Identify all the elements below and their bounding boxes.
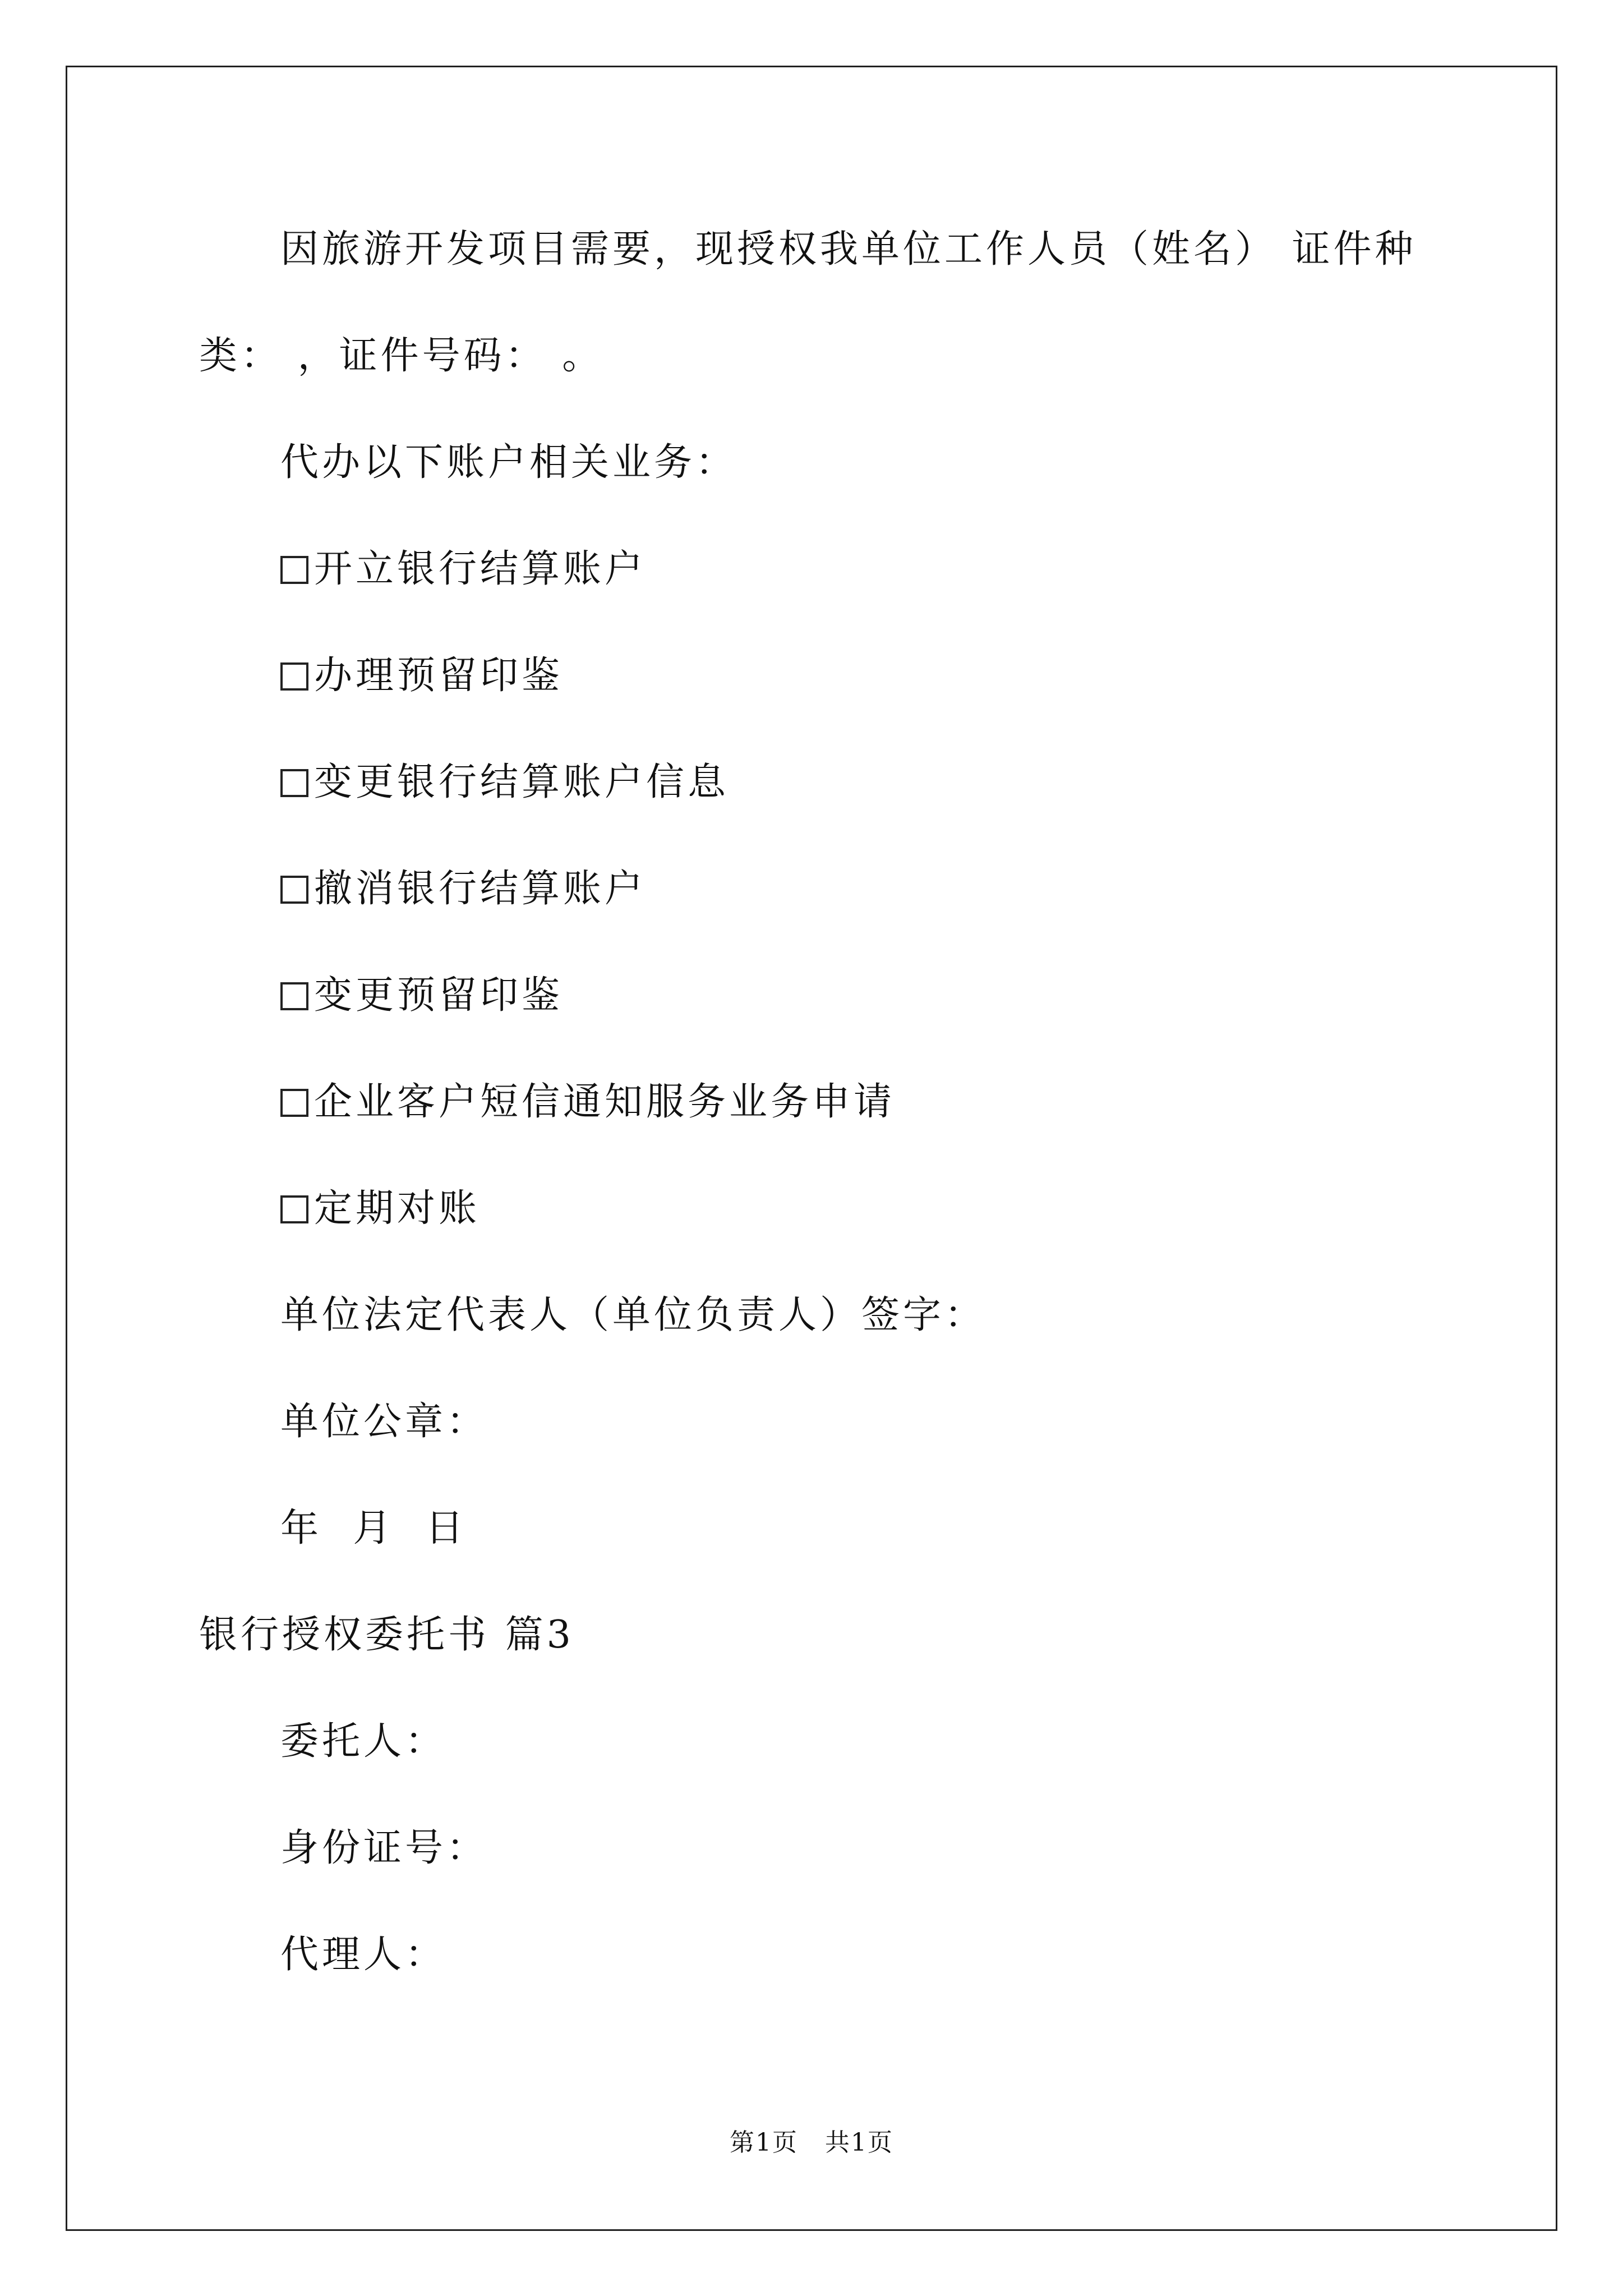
section-title: 银行授权委托书 篇3: [199, 1613, 574, 1657]
seal-line: 单位公章：: [280, 1400, 488, 1444]
option-label: 变更银行结算账户信息: [314, 760, 730, 804]
id-number-field: 身份证号：: [280, 1826, 488, 1870]
option-cancel-account[interactable]: [280, 867, 646, 912]
intro-text: 代办以下账户相关业务：: [280, 440, 737, 485]
agent-field: 代理人：: [280, 1932, 447, 1977]
option-reserve-seal[interactable]: [280, 654, 563, 698]
checkbox-icon[interactable]: [280, 556, 308, 584]
checkbox-icon[interactable]: [280, 1089, 308, 1117]
page-border: [66, 66, 1557, 2231]
principal-field: 委托人：: [280, 1719, 447, 1764]
paragraph-line-2: 类： ，证件号码： 。: [199, 334, 604, 378]
option-label: 变更预留印鉴: [314, 973, 564, 1018]
option-sms-notification[interactable]: [280, 1080, 895, 1125]
option-label: 撤消银行结算账户: [314, 867, 647, 911]
option-label: 企业客户短信通知服务业务申请: [314, 1080, 896, 1124]
date-line: 年 月 日: [280, 1506, 467, 1550]
checkbox-icon[interactable]: [280, 982, 308, 1010]
checkbox-icon[interactable]: [280, 769, 308, 797]
option-label: 定期对账: [314, 1186, 481, 1231]
option-change-account-info[interactable]: [280, 760, 729, 805]
option-label: 办理预留印鉴: [314, 654, 564, 698]
page-footer: 第1页 共1页: [730, 2128, 893, 2157]
option-reconciliation[interactable]: [280, 1186, 480, 1231]
option-change-seal[interactable]: [280, 973, 563, 1018]
checkbox-icon[interactable]: [280, 876, 308, 904]
signature-line: 单位法定代表人（单位负责人）签字：: [280, 1293, 986, 1337]
paragraph-line-1: 因旅游开发项目需要，现授权我单位工作人员（姓名） 证件种: [280, 227, 1417, 272]
option-label: 开立银行结算账户: [314, 547, 647, 591]
checkbox-icon[interactable]: [280, 662, 308, 691]
option-open-account[interactable]: [280, 547, 646, 592]
checkbox-icon[interactable]: [280, 1195, 308, 1223]
